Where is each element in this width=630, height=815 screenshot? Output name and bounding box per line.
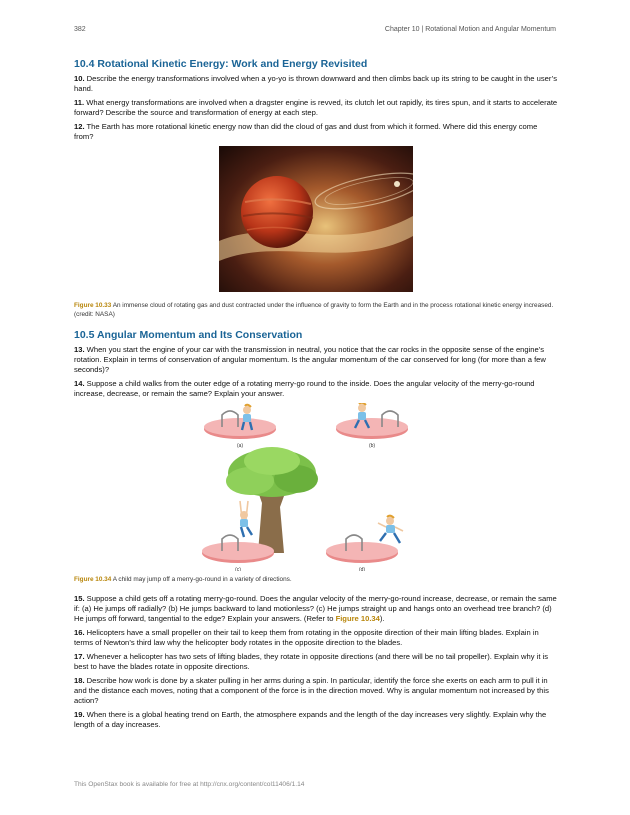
question-number: 10. [74,74,85,83]
question-16 [74,628,558,648]
nasa-planet-formation-image [219,146,413,292]
question-text: Suppose a child gets off a rotating merry-go-round. Does the angular velocity of the merry-go-round increase, decrease, or remain the same if: (a) He jumps off radially? (b) He jumps backward to land motionless? (c) He jumps straight up and hangs onto an overhead tree branch? (d) He jumps off forward, tangential to the edge? Explain your answers. (Refer to [74,594,557,623]
panel-label-d: (d) [358,567,366,571]
question-text: Describe the energy transformations involved when a yo-yo is thrown downward and then climbs back up its string to be caught in the user’s hand. [74,74,558,93]
question-number: 17. [74,652,85,661]
figure-caption-10-33 [74,301,558,319]
chapter-header: Chapter 10 | Rotational Motion and Angular Momentum [384,26,556,33]
panel-label-b: (b) [368,443,376,449]
question-text: Describe how work is done by a skater pulling in her arms during a spin. In particular, identify the force she exerts on each arm to pull it in and the distance each moves, noting that a component of the force is in the direction moved. Why is angular momentum not increased by this action? [74,676,549,705]
figure-reference-link[interactable]: Figure 10.34 [335,614,380,623]
question-18 [74,676,558,706]
question-15 [74,594,558,624]
question-text-end: ). [379,614,385,623]
figure-label: Figure 10.33 [74,302,112,309]
question-text: Suppose a child walks from the outer edge of a rotating merry-go round to the inside. Does the angular velocity of the merry-go-round increase, decrease, or remain the same? Explain your answer. [74,379,535,398]
question-text: When there is a global heating trend on Earth, the atmosphere expands and the length of the day increases very slightly. Explain why the length of a day increases. [74,710,547,729]
question-text: What energy transformations are involved when a dragster engine is revved, its clutch let out rapidly, its tires spun, and it starts to accelerate forward? Describe the source and transformation of energy at each step. [74,98,558,117]
page-number: 382 [74,26,86,33]
question-text: The Earth has more rotational kinetic energy now than did the cloud of gas and dust from which it formed. Where did this energy come from? [74,122,538,141]
question-number: 11. [74,98,85,107]
question-text: Helicopters have a small propeller on their tail to keep them from rotating in the opposite direction of their main lifting blades. Explain in terms of Newton’s third law why the helicopter body rotates in the opposite direction to the blades. [74,628,539,647]
panel-label-c: (c) [235,567,241,571]
question-19 [74,710,558,730]
question-number: 16. [74,628,85,637]
panel-a-illustration [204,405,276,439]
question-number: 15. [74,594,85,603]
question-text: When you start the engine of your car with the transmission in neutral, you notice that the car rocks in the opposite sense of the engine’s rotation. Explain in terms of conservation of angular momentum. Is the angular momentum of the car conserved for long (for more than a few seconds)? [74,345,546,374]
page-footer: This OpenStax book is available for free at http://cnx.org/content/col11406/1.14 [74,781,305,788]
caption-text: An immense cloud of rotating gas and dust contracted under the influence of gravity to form the Earth and in the process rotational kinetic energy increased. (credit: NASA) [74,302,554,318]
question-11 [74,98,558,118]
question-14 [74,379,558,399]
question-10 [74,74,558,94]
question-number: 14. [74,379,85,388]
panel-label-a: (a) [236,443,244,449]
section-heading-10-5: 10.5 Angular Momentum and Its Conservation [74,329,303,341]
panel-d-illustration [326,516,403,563]
question-number: 13. [74,345,85,354]
caption-text: A child may jump off a merry-go-round in a variety of directions. [111,576,292,583]
question-number: 19. [74,710,85,719]
question-number: 18. [74,676,85,685]
figure-label: Figure 10.34 [74,576,112,583]
merry-go-round-figure [200,403,432,571]
panel-b-illustration [336,403,408,439]
question-13 [74,345,558,375]
question-12 [74,122,558,142]
question-number: 12. [74,122,85,131]
page-content [74,58,558,734]
question-17 [74,652,558,672]
panel-c-illustration [202,447,318,563]
section-heading-10-4: 10.4 Rotational Kinetic Energy: Work and Energy Revisited [74,58,368,70]
question-text: Whenever a helicopter has two sets of lifting blades, they rotate in opposite directions (and there will be no tail propeller). Explain why it is best to have the blades rotate in opposite directions. [74,652,549,671]
figure-caption-10-34 [74,575,558,584]
